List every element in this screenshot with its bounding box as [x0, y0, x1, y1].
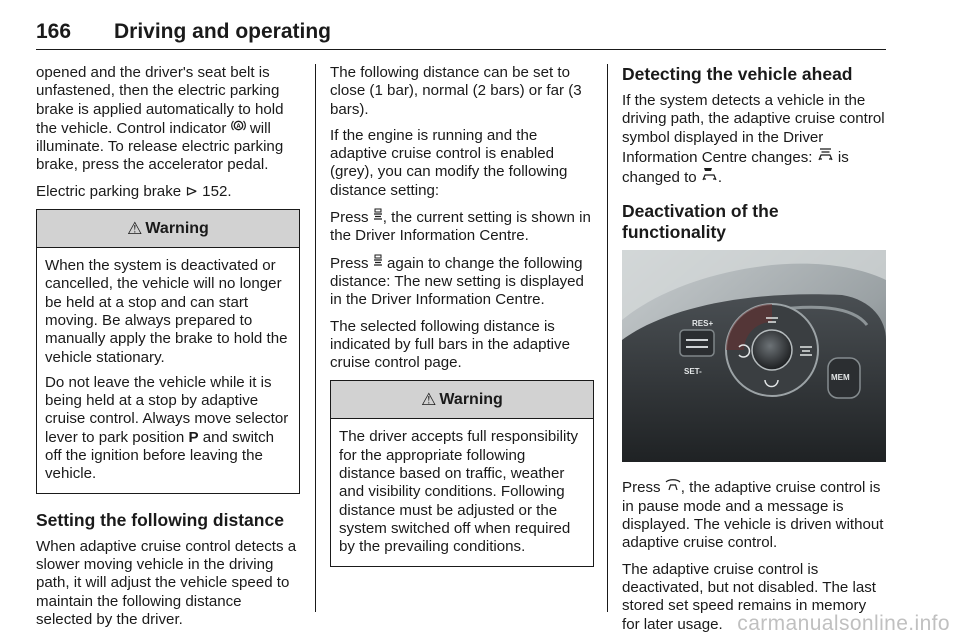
warning-text: The driver accepts full responsibility for the appropriate following distance based on traffic, weather and visibility conditions. Following distance must be adjusted or the system switched off when required by the prevailing conditions.: [339, 428, 579, 556]
mem-button-label: MEM: [831, 373, 850, 383]
paragraph: Electric parking brake ⊳ 152.: [36, 182, 232, 200]
warning-header: ⚠ Warning: [37, 210, 299, 248]
page-reference-arrow-icon: ⊳: [185, 182, 198, 200]
warning-box: [330, 380, 594, 566]
warning-text: When the system is deactivated or cancelled, the vehicle will no longer be held at a stop and can start moving. Be always prepared to manually apply the brake to hold the vehicle stationary.: [45, 257, 288, 366]
acc-pause-icon: [665, 478, 681, 496]
section-heading: Setting the following distance: [36, 509, 284, 530]
column-2: [330, 64, 594, 575]
column-divider: [607, 64, 608, 612]
page-header: [36, 18, 886, 50]
paragraph: opened and the driver's seat belt is unfastened, then the electric parking brake is applied automatically to hold the vehicle. Control indicator A will illuminate. To release electric parking brake, press the accelerator pedal.: [36, 64, 284, 174]
section-heading: Detecting the vehicle ahead: [622, 64, 853, 84]
steering-wheel-controls-photo: [622, 250, 886, 462]
page-reference-link[interactable]: 152.: [197, 182, 232, 200]
paragraph: If the system detects a vehicle in the driving path, the adaptive cruise control symbol displayed in the Driver Information Centre changes: is changed to .: [622, 92, 885, 187]
hold-indicator-icon: [231, 119, 246, 137]
paragraph: Press , the adaptive cruise control is in pause mode and a message is displayed. The vehicle is driven without adaptive cruise control.: [622, 479, 884, 552]
paragraph: Press , the current setting is shown in the Driver Information Centre.: [330, 209, 591, 245]
paragraph: When adaptive cruise control detects a slower moving vehicle in the driving path, it will adjust the vehicle speed to maintain the following distance selected by the driver.: [36, 537, 297, 628]
paragraph: The selected following distance is indicated by full bars in the adaptive cruise control page.: [330, 317, 570, 372]
section-heading: Deactivation of the functionality: [622, 201, 779, 243]
paragraph: The following distance can be set to close (1 bar), normal (2 bars) or far (3 bars).: [330, 64, 582, 118]
watermark: carmanualsonline.info: [737, 612, 950, 635]
following-distance-icon: [373, 208, 383, 226]
header-rule: [36, 49, 886, 50]
following-distance-icon: [373, 254, 383, 272]
column-divider: [315, 64, 316, 612]
column-1: [36, 64, 300, 637]
paragraph: The adaptive cruise control is deactivated, but not disabled. The last stored set speed remains in memory for later usage.: [622, 560, 876, 633]
svg-text:A: A: [235, 123, 241, 130]
page-number: 166: [36, 20, 72, 43]
paragraph: Press again to change the following distance: The new setting is displayed in the Driver Information Centre.: [330, 254, 584, 309]
column-3: [622, 64, 886, 642]
warning-triangle-icon: ⚠: [127, 218, 143, 238]
warning-box: [36, 209, 300, 494]
acc-symbol-icon: [817, 147, 834, 166]
warning-header: ⚠ Warning: [331, 381, 593, 419]
warning-triangle-icon: ⚠: [421, 389, 437, 409]
chapter-title: Driving and operating: [114, 20, 332, 43]
set-button-label: SET-: [684, 367, 702, 377]
warning-text: Do not leave the vehicle while it is being held at a stop by adaptive cruise control. Always move selector lever to park position P and switch off the ignition before leaving the vehicle.: [45, 373, 289, 483]
acc-vehicle-detected-icon: [701, 167, 718, 186]
res-button-label: RES+: [692, 319, 714, 329]
paragraph: If the engine is running and the adaptive cruise control is enabled (grey), you can modify the following distance setting:: [330, 126, 568, 199]
